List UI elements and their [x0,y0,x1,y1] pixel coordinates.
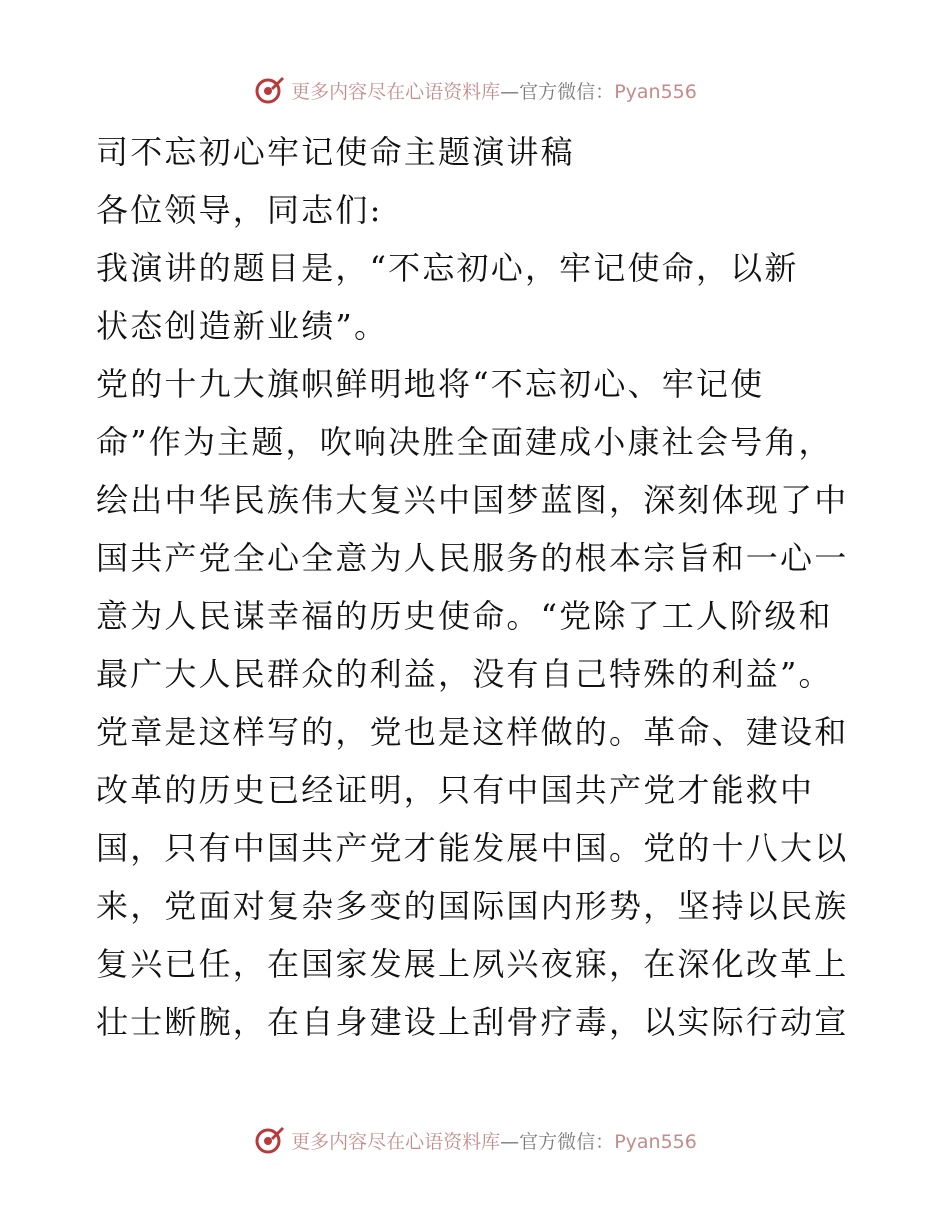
paragraph-line: 党章是这样写的，党也是这样做的。革命、建设和 [96,713,849,751]
paragraph-line: 状态创造新业绩”。 [96,307,389,345]
paragraph-line: 绘出中华民族伟大复兴中国梦蓝图，深刻体现了中 [96,481,849,519]
paragraph-line: 改革的历史已经证明，只有中国共产党才能救中 [96,771,815,809]
header-banner [0,70,950,110]
paragraph-line: 国共产党全心全意为人民服务的根本宗旨和一心一 [96,539,849,577]
document-title: 司不忘初心牢记使命主题演讲稿 [96,133,575,171]
paragraph-line: 来，党面对复杂多变的国际国内形势，坚持以民族 [96,887,849,925]
banner-dash: — [500,1130,520,1153]
pen-circle-icon [253,74,285,106]
banner-handle: Pyan556 [614,1130,697,1153]
banner-official-text: 官方微信： [519,80,615,103]
paragraph-line: 壮士断腕，在自身建设上刮骨疗毒，以实际行动宣 [96,1003,849,1041]
banner-text [291,1127,697,1154]
banner-official-text: 官方微信： [519,1130,615,1153]
paragraph-line: 意为人民谋幸福的历史使命。“党除了工人阶级和 [96,597,833,635]
document-body [96,123,856,1051]
paragraph-line: 党的十九大旗帜鲜明地将“不忘初心、牢记使 [96,365,765,403]
salutation: 各位领导，同志们: [96,191,383,229]
banner-main-text: 更多内容尽在心语资料库 [291,80,501,103]
paragraph-line: 复兴已任，在国家发展上夙兴夜寐，在深化改革上 [96,945,849,983]
paragraph-line: 国，只有中国共产党才能发展中国。党的十八大以 [96,829,849,867]
banner-text [291,77,697,104]
paragraph-line: 最广大人民群众的利益，没有自己特殊的利益”。 [96,655,833,693]
paragraph-line: 命”作为主题，吹响决胜全面建成小康社会号角， [96,423,833,461]
paragraph-line: 我演讲的题目是，“不忘初心，牢记使命，以新 [96,249,799,287]
pen-circle-icon [253,1124,285,1156]
banner-dash: — [500,80,520,103]
banner-handle: Pyan556 [614,80,697,103]
footer-banner [0,1120,950,1160]
banner-main-text: 更多内容尽在心语资料库 [291,1130,501,1153]
